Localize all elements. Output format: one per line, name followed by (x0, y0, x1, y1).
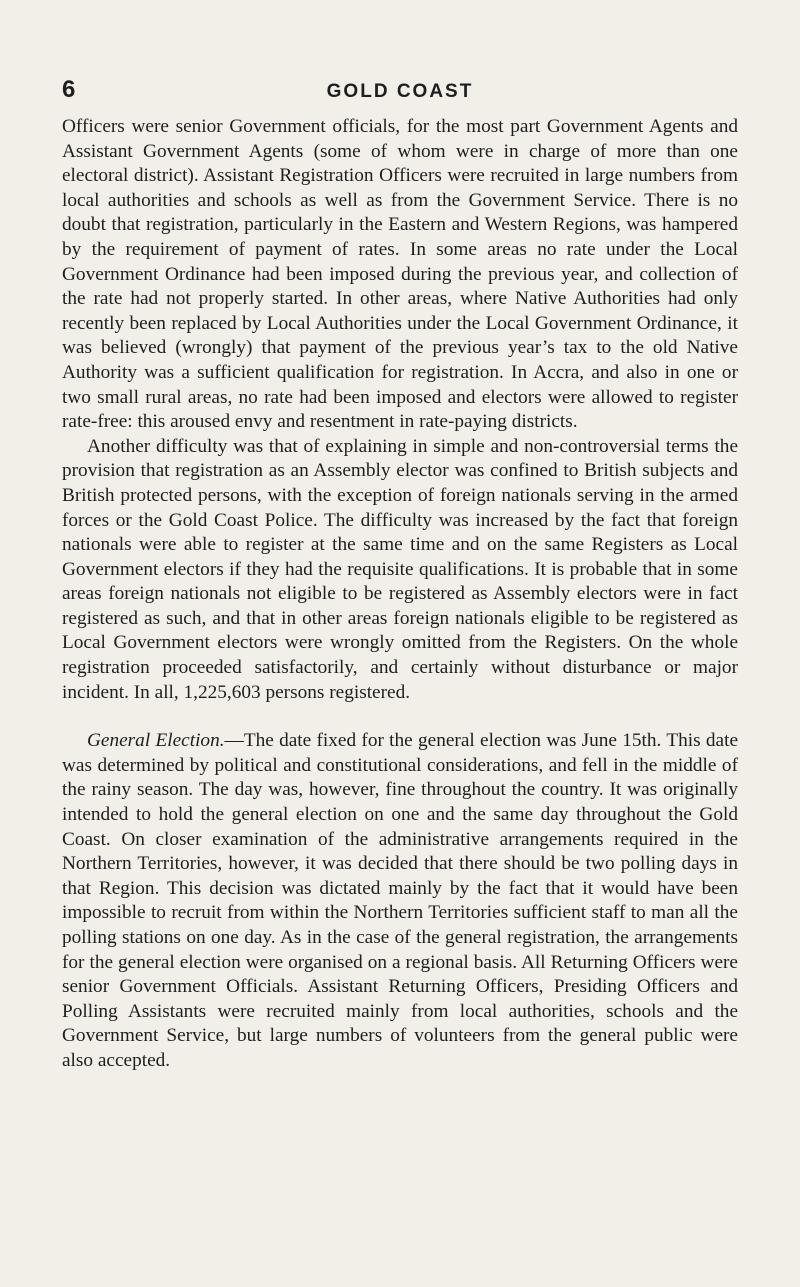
body-text (62, 115, 738, 1074)
document-page (62, 76, 738, 1074)
paragraph-foreign-nationals: Another difficulty was that of explaining in simple and non-controversial terms the provision that registration as an Assembly elector was confined to British subjects and British protected persons, with the exception of foreign nationals serving in the armed forces or the Gold Coast Police. The difficulty was increased by the fact that foreign nationals were able to register at the same time and on the same Registers as Local Government electors if they had the requisite qualifications. It is probable that in some areas foreign nationals not eligible to be registered as Assembly electors were in fact registered as such, and that in other areas foreign nationals eligible to be registered as Local Government electors were wrongly omitted from the Registers. On the whole registration proceeded satisfactorily, and certainly without disturbance or major incident. In all, 1,225,603 persons registered. (62, 435, 738, 703)
paragraph-general-election (62, 729, 738, 1073)
paragraph-registration-officers: Officers were senior Government officials, for the most part Government Agents and Assistant Government Agents (some of whom were in charge of more than one electoral district). Assistant Registration Officers were recruited in large numbers from local authorities and schools as well as from the Government Service. There is no doubt that registration, particularly in the Eastern and Western Regions, was hampered by the requirement of payment of rates. In some areas no rate under the Local Government Ordinance had been imposed during the previous year, and collection of the rate had not properly started. In other areas, where Native Authorities had only recently been replaced by Local Authorities under the Local Government Ordinance, it was believed (wrongly) that payment of the previous year’s tax to the old Native Authority was a sufficient qualification for registration. In Accra, and also in one or two small rural areas, no rate had been imposed and electors were allowed to register rate-free: this aroused envy and resentment in rate-paying districts. (62, 116, 738, 433)
section-heading-general-election: General Election. (87, 730, 225, 752)
running-head: GOLD COAST (326, 81, 474, 102)
general-election-text: —The date fixed for the general election was June 15th. This date was determined by political and constitutional considerations, and fell in the middle of the rainy season. The day was, however, fine throughout the country. It was originally intended to hold the general election on one and the same day throughout the Gold Coast. On closer examination of the administrative arrangements required in the Northern Territories, however, it was decided that there should be two polling days in that Region. This decision was dictated mainly by the fact that it would have been impossible to recruit from within the Northern Territories sufficient staff to man all the polling stations on one day. As in the case of the general registration, the arrangements for the general election were organised on a regional basis. All Returning Officers were senior Government Officials. Assistant Returning Officers, Presiding Officers and Polling Assistants were recruited mainly from local authorities, schools and the Government Service, but large numbers of volunteers from the general public were also accepted. (62, 730, 738, 1071)
page-number: 6 (62, 76, 76, 103)
page-header (62, 76, 738, 110)
